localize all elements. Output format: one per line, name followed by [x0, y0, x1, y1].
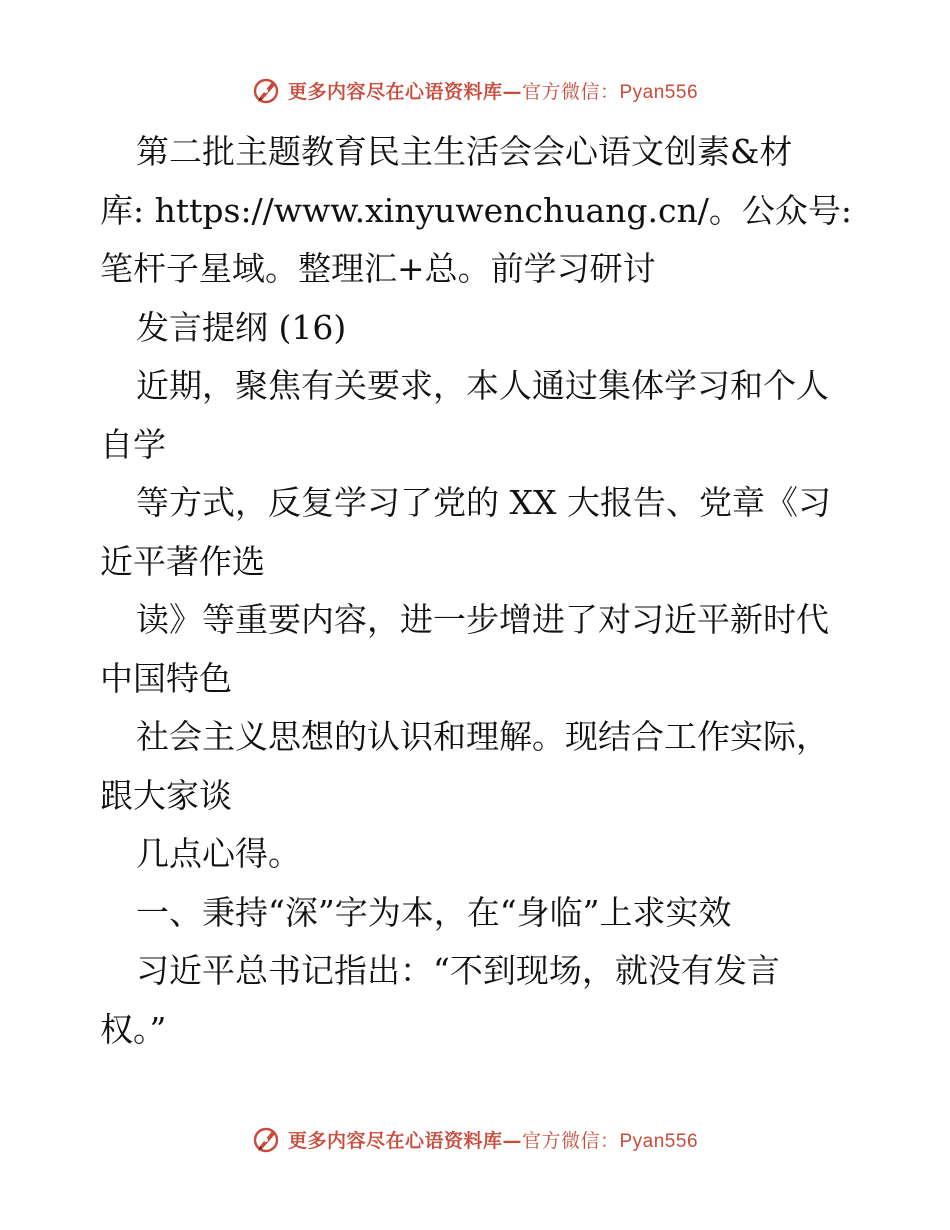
banner-title: 更多内容尽在心语资料库 — [287, 1129, 503, 1152]
document-line: 等方式，反复学习了党的 XX 大报告、党章《习 — [136, 483, 831, 522]
document-line: 近平著作选 — [100, 541, 265, 581]
banner-wechat-label: 官方微信： — [521, 80, 620, 103]
document-line: 权。” — [100, 1009, 167, 1049]
banner-title: 更多内容尽在心语资料库 — [287, 80, 503, 103]
document-line: 第二批主题教育民主生活会会心语文创素&材 — [136, 132, 793, 171]
banner-wechat-label: 官方微信： — [521, 1129, 620, 1152]
document-line: 读》等重要内容，进一步增进了对习近平新时代 — [136, 600, 829, 639]
document-line: 社会主义思想的认识和理解。现结合工作实际， — [136, 717, 829, 756]
document-line: 中国特色 — [100, 658, 232, 698]
banner-wechat-handle: Pyan556 — [619, 1130, 699, 1152]
document-line: 近期，聚焦有关要求，本人通过集体学习和个人 — [136, 366, 829, 405]
banner-separator: — — [502, 80, 522, 103]
document-line: 笔杆子星域。整理汇+总。前学习研讨 — [100, 249, 656, 288]
section-heading: 一、秉持“深”字为本，在“身临”上求实效 — [136, 892, 732, 932]
header-banner — [0, 70, 950, 110]
document-line: 习近平总书记指出：“不到现场，就没有发言 — [136, 951, 780, 990]
banner-separator: — — [502, 1129, 522, 1152]
document-line: 几点心得。 — [136, 834, 301, 873]
banner-wechat-handle: Pyan556 — [619, 81, 699, 103]
document-line: 跟大家谈 — [100, 775, 232, 815]
document-line: 发言提纲 (16) — [136, 307, 347, 347]
document-line: 库: https://www.xinyuwenchuang.cn/。公众号: — [100, 190, 852, 230]
quill-pen-circle-icon — [252, 1124, 282, 1154]
footer-banner — [0, 1119, 950, 1159]
quill-pen-circle-icon — [252, 75, 282, 105]
document-body — [100, 123, 860, 1059]
document-line: 自学 — [100, 424, 166, 464]
